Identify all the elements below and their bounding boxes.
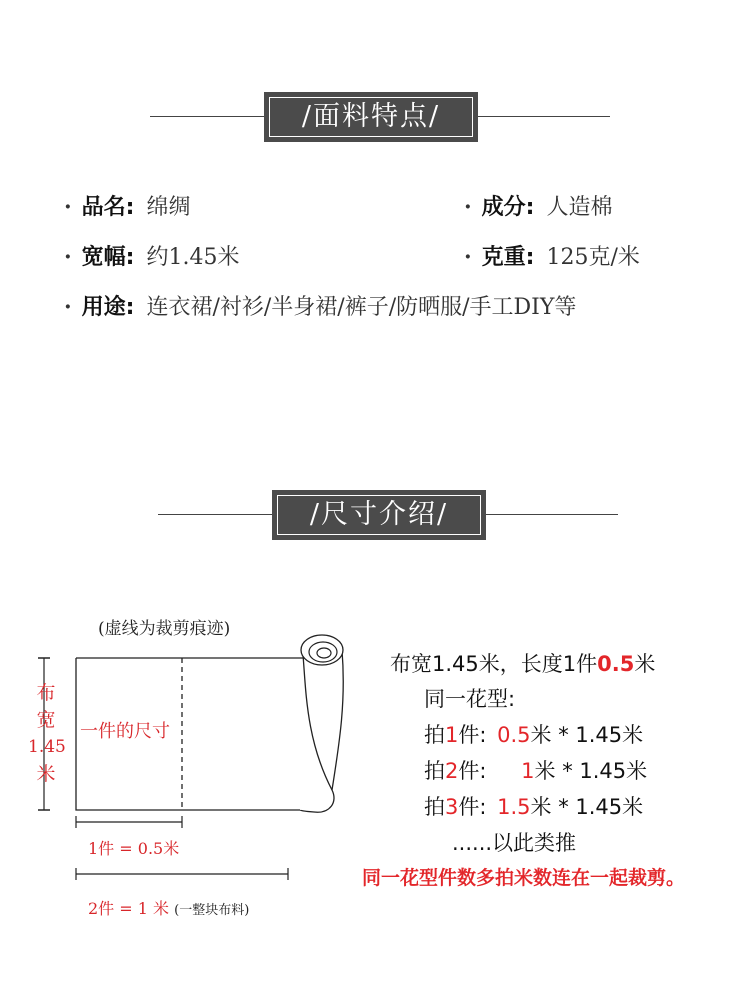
bullet: · bbox=[464, 244, 472, 270]
info-line-2: 同一花型: bbox=[424, 687, 516, 711]
info-etc: ......以此类推 bbox=[452, 831, 577, 855]
highlight-value: 1 bbox=[521, 759, 535, 783]
info-text: 拍 bbox=[424, 795, 445, 819]
highlight-count: 1 bbox=[445, 723, 459, 747]
width-char: 米 bbox=[36, 763, 56, 785]
dim2-ticks bbox=[0, 860, 360, 890]
spec-name bbox=[64, 190, 191, 221]
highlight-count: 2 bbox=[445, 759, 459, 783]
info-row bbox=[424, 719, 643, 749]
spec-value: 约1.45米 bbox=[146, 245, 240, 270]
fabric-width-label bbox=[28, 680, 64, 788]
info-text: 拍 bbox=[424, 723, 445, 747]
spec-key: 品名: bbox=[81, 195, 135, 220]
highlight-count: 3 bbox=[445, 795, 459, 819]
highlight-value: 0.5 bbox=[497, 723, 531, 747]
info-text: 米 * 1.45米 bbox=[530, 723, 644, 747]
spec-key: 克重: bbox=[481, 245, 535, 270]
bullet: · bbox=[64, 244, 72, 270]
info-row bbox=[424, 791, 643, 821]
spec-composition bbox=[464, 190, 613, 221]
warning-text: 同一花型件数多拍米数连在一起裁剪。 bbox=[362, 867, 686, 889]
info-text: 布宽1.45米，长度1件 bbox=[390, 652, 598, 676]
section-header-fabric bbox=[0, 92, 750, 142]
spec-value: 绵绸 bbox=[146, 195, 191, 220]
section-header-size bbox=[0, 490, 750, 540]
dim2-note: (一整块布料) bbox=[174, 903, 250, 918]
info-line-1 bbox=[390, 648, 655, 678]
dim2-main: 2件 = 1 米 bbox=[88, 899, 170, 918]
info-text: 件: bbox=[458, 759, 487, 783]
spec-key: 用途: bbox=[81, 295, 135, 320]
fabric-roll bbox=[300, 655, 334, 812]
info-text: 件: bbox=[458, 795, 487, 819]
section-title-box bbox=[264, 92, 478, 142]
dim1-label: 1件 = 0.5米 bbox=[88, 839, 180, 858]
divider-left bbox=[150, 116, 265, 117]
info-text: 米 * 1.45米 bbox=[534, 759, 648, 783]
spec-key: 宽幅: bbox=[81, 245, 135, 270]
width-char: 宽 bbox=[36, 709, 56, 731]
spec-weight bbox=[464, 240, 640, 271]
spec-width bbox=[64, 240, 239, 271]
spec-value: 人造棉 bbox=[546, 195, 613, 220]
one-piece-label: 一件的尺寸 bbox=[80, 721, 170, 742]
width-char: 布 bbox=[36, 682, 56, 704]
highlight-value: 1.5 bbox=[497, 795, 531, 819]
spec-value: 125克/米 bbox=[546, 245, 640, 270]
info-text: 拍 bbox=[424, 759, 445, 783]
bullet: · bbox=[64, 294, 72, 320]
info-text: 件: bbox=[458, 723, 487, 747]
section-title-box bbox=[272, 490, 486, 540]
bullet: · bbox=[464, 194, 472, 220]
info-row bbox=[424, 755, 647, 785]
dim2-label bbox=[88, 896, 249, 919]
info-text: 米 * 1.45米 bbox=[530, 795, 644, 819]
section-title: /面料特点/ bbox=[269, 97, 473, 137]
divider-right bbox=[478, 116, 610, 117]
bullet: · bbox=[64, 194, 72, 220]
width-char: 1.45 bbox=[28, 737, 66, 757]
info-text: 米 bbox=[634, 652, 656, 676]
spec-usage bbox=[64, 290, 576, 321]
diagram-note: (虚线为裁剪痕迹) bbox=[98, 619, 231, 639]
divider-left bbox=[158, 514, 273, 515]
section-title: /尺寸介绍/ bbox=[277, 495, 481, 535]
highlight-value: 0.5 bbox=[597, 652, 635, 676]
divider-right bbox=[486, 514, 618, 515]
spec-key: 成分: bbox=[481, 195, 535, 220]
spec-value: 连衣裙/衬衫/半身裙/裤子/防晒服/手工DIY等 bbox=[146, 295, 577, 320]
